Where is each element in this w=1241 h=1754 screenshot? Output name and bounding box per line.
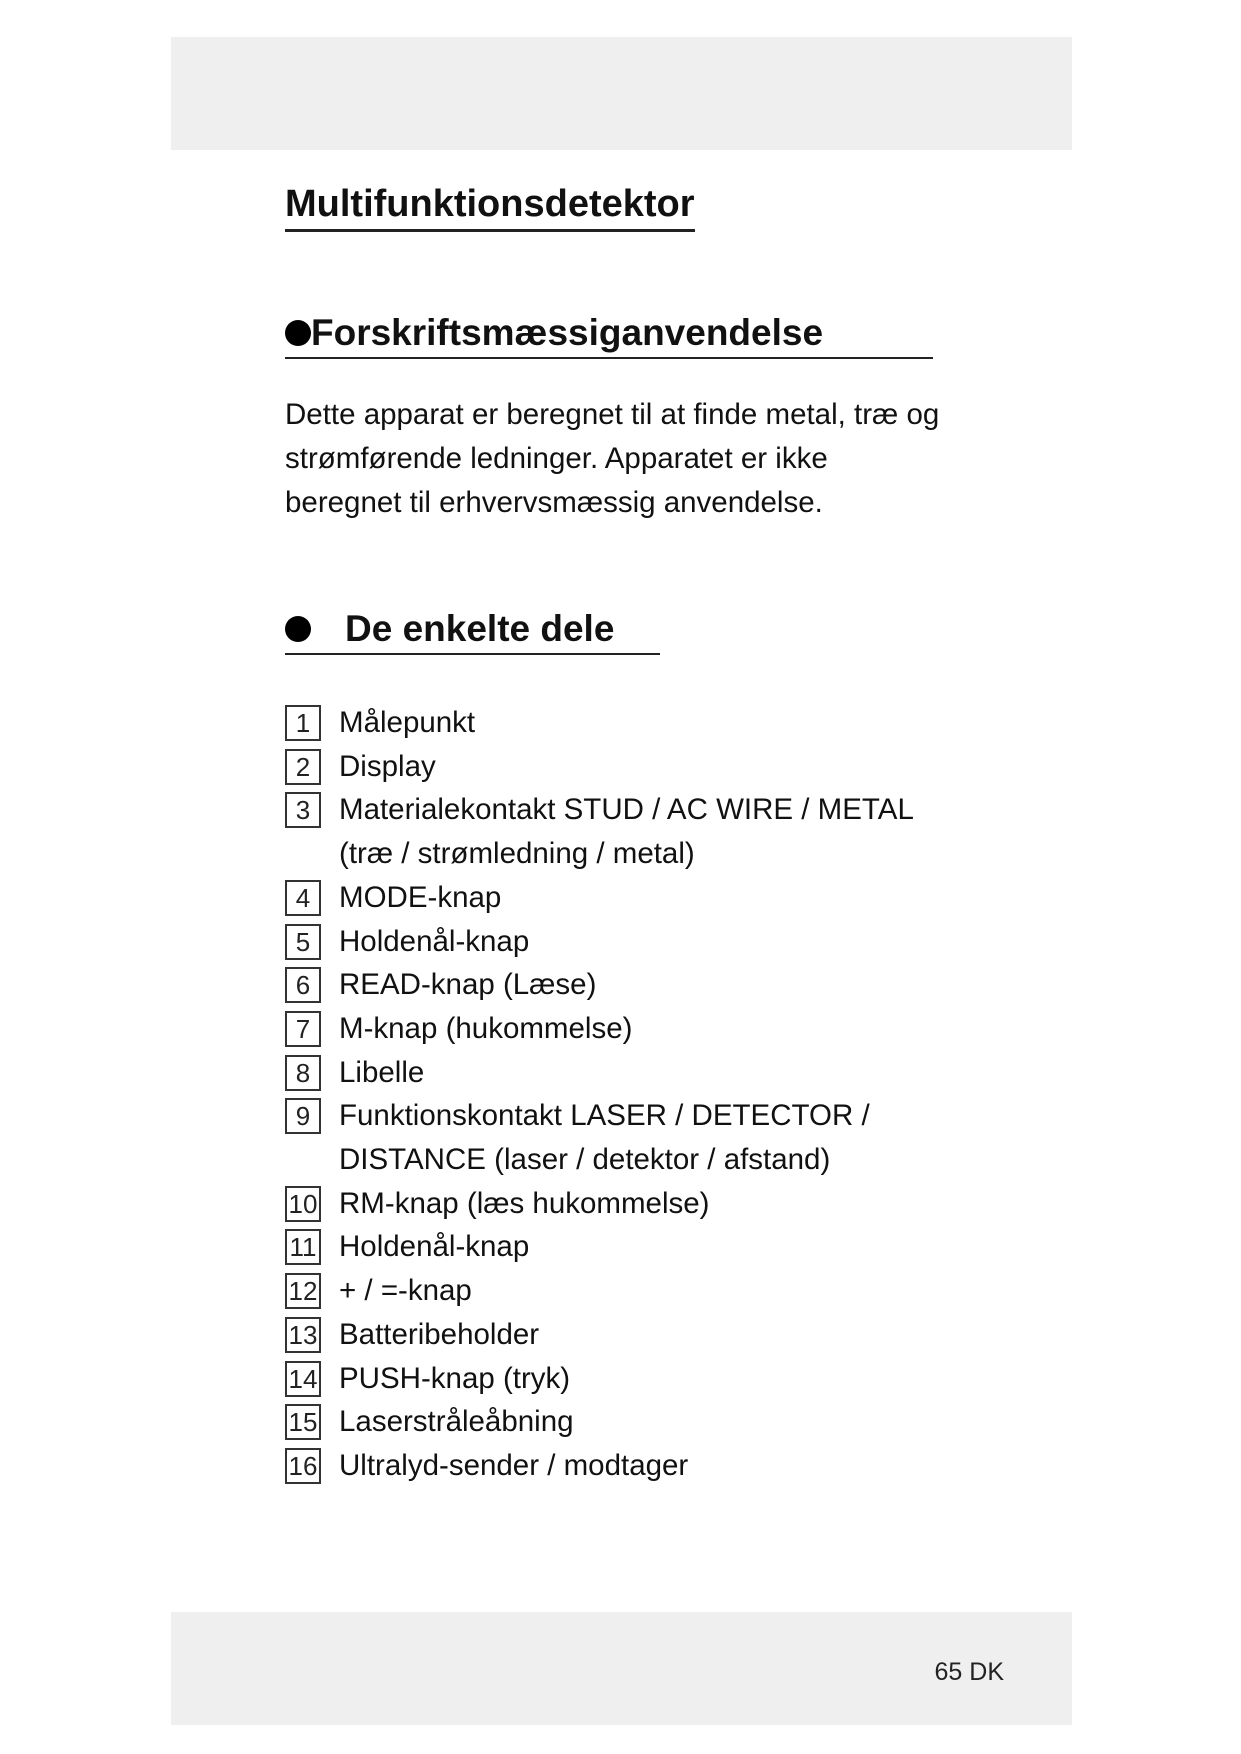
list-item <box>285 745 945 789</box>
part-number-box: 14 <box>285 1361 321 1397</box>
list-item <box>285 1225 945 1269</box>
part-label <box>321 701 475 745</box>
part-number-box: 8 <box>285 1055 321 1091</box>
page-number: 65 DK <box>934 1658 1004 1686</box>
part-label-line: + / =-knap <box>339 1274 472 1308</box>
part-number-box: 3 <box>285 792 321 828</box>
list-item <box>285 1400 945 1444</box>
page-content <box>285 180 945 1488</box>
part-label <box>321 1225 529 1269</box>
list-item <box>285 920 945 964</box>
part-number-box: 9 <box>285 1098 321 1134</box>
part-label-line: READ-knap (Læse) <box>339 968 597 1002</box>
part-label-line: Målepunkt <box>339 706 476 739</box>
part-label-line: Batteribeholder <box>339 1317 540 1351</box>
list-item <box>285 1007 945 1051</box>
section-heading-usage-text: Forskriftsmæssiganvendelse <box>311 312 824 353</box>
part-label-line: PUSH-knap (tryk) <box>339 1361 571 1395</box>
bullet-icon <box>285 616 311 642</box>
part-label <box>321 1357 570 1401</box>
part-label <box>321 745 436 789</box>
part-label-line: Ultralyd-sender / modtager <box>339 1448 689 1482</box>
list-item <box>285 1357 945 1401</box>
list-item <box>285 1094 945 1181</box>
part-label-line: Materialekontakt STUD / AC WIRE / METAL <box>339 793 914 827</box>
part-label-line: DISTANCE (laser / detektor / afstand) <box>339 1143 831 1177</box>
part-number-box: 10 <box>285 1186 321 1222</box>
part-label-line: (træ / strømledning / metal) <box>339 837 695 871</box>
part-label <box>321 1400 574 1444</box>
usage-paragraph: Dette apparat er beregnet til at finde metal, træ og strømførende ledninger. Apparatet er ikke beregnet til erhvervsmæssig anvendelse. <box>285 398 940 519</box>
part-number-box: 7 <box>285 1011 321 1047</box>
part-label <box>321 1313 539 1357</box>
part-label <box>321 1094 870 1181</box>
part-number-box: 4 <box>285 880 321 916</box>
part-number-box: 16 <box>285 1448 321 1484</box>
part-label-line: M-knap (hukommelse) <box>339 1011 633 1045</box>
part-label <box>321 963 596 1007</box>
part-number-box: 6 <box>285 967 321 1003</box>
part-number-box: 12 <box>285 1273 321 1309</box>
footer-band <box>171 1612 1072 1725</box>
part-label <box>321 1051 424 1095</box>
part-label-line: Holdenål-knap <box>339 1230 530 1264</box>
header-band <box>171 37 1072 150</box>
part-label-line: Funktionskontakt LASER / DETECTOR / <box>339 1099 870 1133</box>
part-label <box>321 1444 688 1488</box>
part-label <box>321 920 529 964</box>
part-label-line: RM-knap (læs hukommelse) <box>339 1186 710 1220</box>
list-item <box>285 701 945 745</box>
part-number-box: 2 <box>285 749 321 785</box>
section-heading-usage <box>285 309 933 359</box>
part-label-line: Display <box>339 749 436 783</box>
part-label-line: Libelle <box>339 1055 425 1089</box>
part-label-line: Holdenål-knap <box>339 924 530 958</box>
list-item <box>285 876 945 920</box>
list-item <box>285 963 945 1007</box>
part-label-line: Laserstråleåbning <box>339 1405 574 1439</box>
part-label <box>321 1269 472 1313</box>
parts-list <box>285 701 945 1488</box>
list-item <box>285 1313 945 1357</box>
section-heading-parts-text: De enkelte dele <box>345 608 615 649</box>
page-title: Multifunktionsdetektor <box>285 180 695 232</box>
list-item <box>285 1051 945 1095</box>
list-item <box>285 1444 945 1488</box>
list-item <box>285 1269 945 1313</box>
part-label <box>321 1007 632 1051</box>
part-number-box: 11 <box>285 1229 321 1265</box>
part-number-box: 15 <box>285 1404 321 1440</box>
list-item <box>285 788 945 875</box>
part-number-box: 5 <box>285 924 321 960</box>
part-number-box: 13 <box>285 1317 321 1353</box>
bullet-icon <box>285 320 311 346</box>
list-item <box>285 1182 945 1226</box>
part-label <box>321 876 501 920</box>
section-heading-parts <box>285 605 660 655</box>
part-label <box>321 1182 709 1226</box>
part-label <box>321 788 914 875</box>
part-label-line: MODE-knap <box>339 880 502 914</box>
part-number-box: 1 <box>285 705 321 741</box>
